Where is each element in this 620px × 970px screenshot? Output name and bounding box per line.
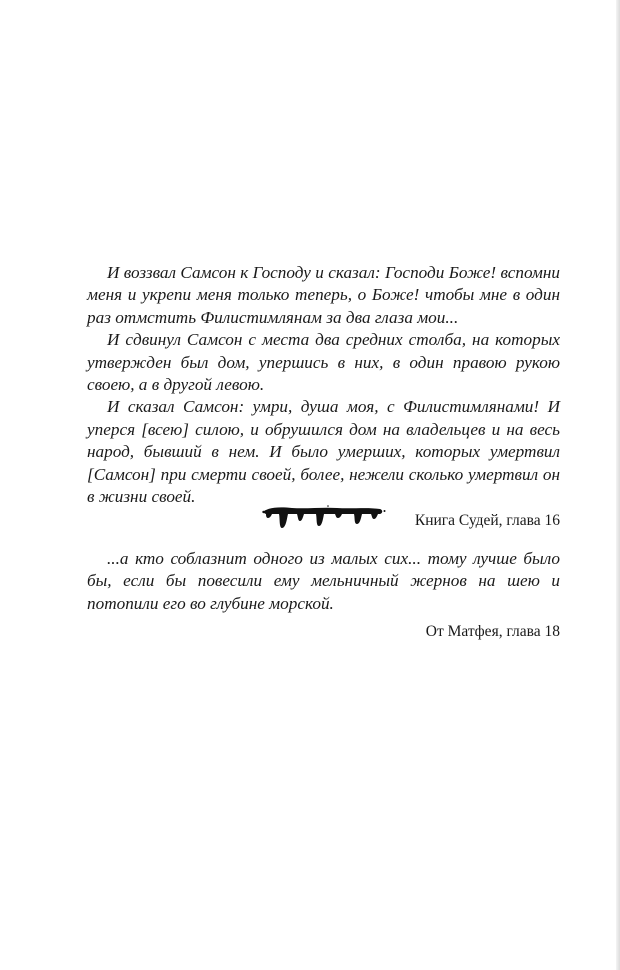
epigraph-paragraph: И воззвал Самсон к Господу и сказал: Господи Боже! вспомни меня и укрепи меня только теперь, о Боже! чтобы мне в один раз отмстить Филистимлянам за два глаза мои... — [87, 263, 560, 327]
epigraph-paragraph: И сказал Самсон: умри, душа моя, с Филистимлянами! И уперся [всею] силою, и обрушился дом на владельцев и на весь народ, бывший в нем. И было умерших, которых умертвил [Самсон] при смерти своей, более, нежели сколько умертвил он в жизни своей. — [87, 397, 560, 507]
epigraph-paragraph: И сдвинул Самсон с места два средних столба, на которых утвержден был дом, упершись в них, в один правою рукою своею, а в другой левою. — [87, 330, 560, 395]
epigraph-judges — [87, 262, 560, 531]
epigraph-source: От Матфея, глава 18 — [425, 623, 560, 641]
epigraph-source: Книга Судей, глава 16 — [414, 512, 560, 530]
ink-drip-divider-icon — [262, 504, 386, 530]
page-edge — [616, 0, 620, 970]
epigraph-paragraph: ...а кто соблазнит одного из малых сих... тому лучше было бы, если бы повесили ему мельничный жернов на шею и потопили его во глубине морской. — [87, 549, 560, 613]
epigraph-matthew — [87, 548, 560, 642]
